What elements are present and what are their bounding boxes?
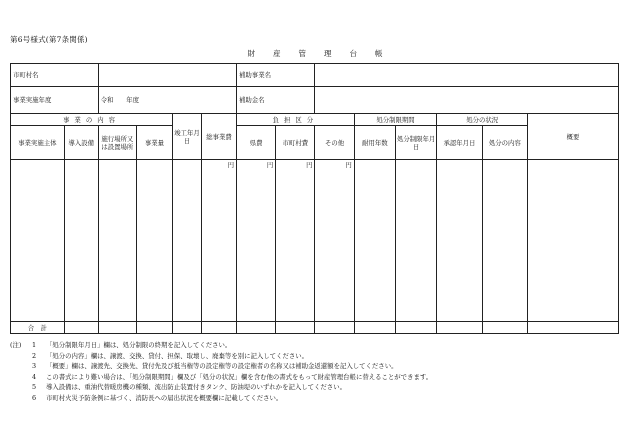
total-cost-cell[interactable] (201, 160, 236, 322)
data-entry-row (11, 160, 619, 322)
yen-unit: 円 (345, 161, 352, 169)
yen-unit: 円 (227, 161, 235, 169)
approval-date-header: 承認年月日 (437, 126, 482, 160)
note-item (10, 382, 620, 393)
note-number: 1 (32, 341, 37, 349)
summary-cell[interactable] (528, 160, 619, 322)
yen-unit: 円 (266, 161, 274, 169)
total-cell[interactable] (437, 322, 482, 334)
form-number: 第6号様式(第7条関係) (10, 35, 88, 44)
total-cost-header: 総事業費 (201, 114, 236, 160)
site-cell[interactable] (98, 160, 136, 322)
note-text: 「概要」欄は、譲渡先、交換先、貸付先及び抵当権等の設定権等の設定権者の名称又は補助金返還額を記入してください。 (46, 362, 398, 370)
burden-division-header: 負担区分 (237, 114, 355, 126)
title-char: 財 (247, 49, 255, 58)
municipality-field[interactable] (98, 64, 236, 87)
notes-section (10, 340, 620, 403)
total-label: 合 計 (11, 322, 65, 334)
document-title (0, 48, 630, 59)
note-text: 導入設備は、重油代替暖房機の種類、流出防止装置付きタンク、防油堤のいずれかを記入してください。 (46, 383, 346, 391)
equipment-header: 導入設備 (64, 126, 98, 160)
project-content-header: 事業の内容 (11, 114, 173, 126)
total-cell[interactable] (276, 322, 315, 334)
notes-head: (注) (10, 341, 22, 349)
property-ledger-table (10, 63, 619, 334)
total-cell[interactable] (528, 322, 619, 334)
note-text: 「処分の内容」欄は、譲渡、交換、貸付、担保、取壊し、廃棄等を別に記入してください。 (46, 351, 309, 360)
subsidy-name-label: 補助金名 (237, 87, 315, 114)
total-cell[interactable] (482, 322, 527, 334)
total-cell[interactable] (136, 322, 172, 334)
total-cell[interactable] (173, 322, 202, 334)
completion-date-cell[interactable] (173, 160, 202, 322)
title-char: 理 (324, 49, 332, 58)
total-cell[interactable] (315, 322, 354, 334)
fiscal-year-label: 事業実施年度 (11, 87, 99, 114)
prefecture-cost-header: 県費 (237, 126, 276, 160)
disposal-limit-date-header: 処分制限年月日 (395, 126, 436, 160)
column-header-row (11, 126, 619, 160)
title-char: 帳 (375, 49, 383, 58)
disposal-content-header: 処分の内容 (482, 126, 527, 160)
note-number: 3 (32, 362, 37, 370)
note-text: 市町村火災予防条例に基づく、消防長への届出状況を概要欄に記載してください。 (46, 393, 283, 402)
site-header: 施行場所又は設置場所 (98, 126, 136, 160)
disposal-content-cell[interactable] (482, 160, 527, 322)
total-cell[interactable] (201, 322, 236, 334)
total-cell[interactable] (395, 322, 436, 334)
total-cell[interactable] (237, 322, 276, 334)
subsidy-project-label: 補助事業名 (237, 64, 315, 87)
note-item (10, 340, 620, 351)
implementer-header: 事業実施主体 (11, 126, 65, 160)
implementer-cell[interactable] (11, 160, 65, 322)
note-item (10, 393, 620, 404)
fiscal-year-field[interactable]: 令和 年度 (98, 87, 236, 114)
title-char: 管 (298, 49, 306, 58)
equipment-cell[interactable] (64, 160, 98, 322)
subsidy-name-field[interactable] (315, 87, 619, 114)
useful-years-cell[interactable] (354, 160, 395, 322)
total-cell[interactable] (98, 322, 136, 334)
note-item (10, 351, 620, 362)
completion-date-header: 竣工年月日 (173, 114, 202, 160)
total-cell[interactable] (64, 322, 98, 334)
municipality-label: 市町村名 (11, 64, 99, 87)
total-row (11, 322, 619, 334)
note-number: 5 (32, 383, 37, 391)
total-cell[interactable] (354, 322, 395, 334)
disposal-limit-period-header: 処分制限期間 (354, 114, 437, 126)
group-header-row (11, 114, 619, 126)
note-number: 4 (32, 372, 37, 381)
note-number: 2 (32, 351, 37, 360)
note-item (10, 361, 620, 372)
disposal-status-header: 処分の状況 (437, 114, 528, 126)
quantity-header: 事業量 (136, 126, 172, 160)
note-text: 「処分制限年月日」欄は、処分制限の終期を記入してください。 (46, 341, 232, 349)
approval-date-cell[interactable] (437, 160, 482, 322)
other-cost-cell[interactable] (315, 160, 354, 322)
other-cost-header: その他 (315, 126, 354, 160)
subsidy-project-field[interactable] (315, 64, 619, 87)
note-item (10, 372, 620, 383)
useful-years-header: 耐用年数 (354, 126, 395, 160)
title-char: 産 (273, 49, 281, 58)
quantity-cell[interactable] (136, 160, 172, 322)
disposal-limit-date-cell[interactable] (395, 160, 436, 322)
municipal-cost-header: 市町村費 (276, 126, 315, 160)
prefecture-cost-cell[interactable] (237, 160, 276, 322)
note-number: 6 (32, 393, 37, 402)
note-text: この書式により難い場合は、「処分制限期間」欄及び「処分の状況」欄を含む他の書式をもって財産管理台帳に替えることができます。 (46, 372, 433, 381)
fiscal-year-row (11, 87, 619, 114)
summary-header: 概要 (528, 114, 619, 160)
title-char: 台 (349, 49, 357, 58)
municipal-cost-cell[interactable] (276, 160, 315, 322)
yen-unit: 円 (306, 161, 313, 169)
municipality-row (11, 64, 619, 87)
